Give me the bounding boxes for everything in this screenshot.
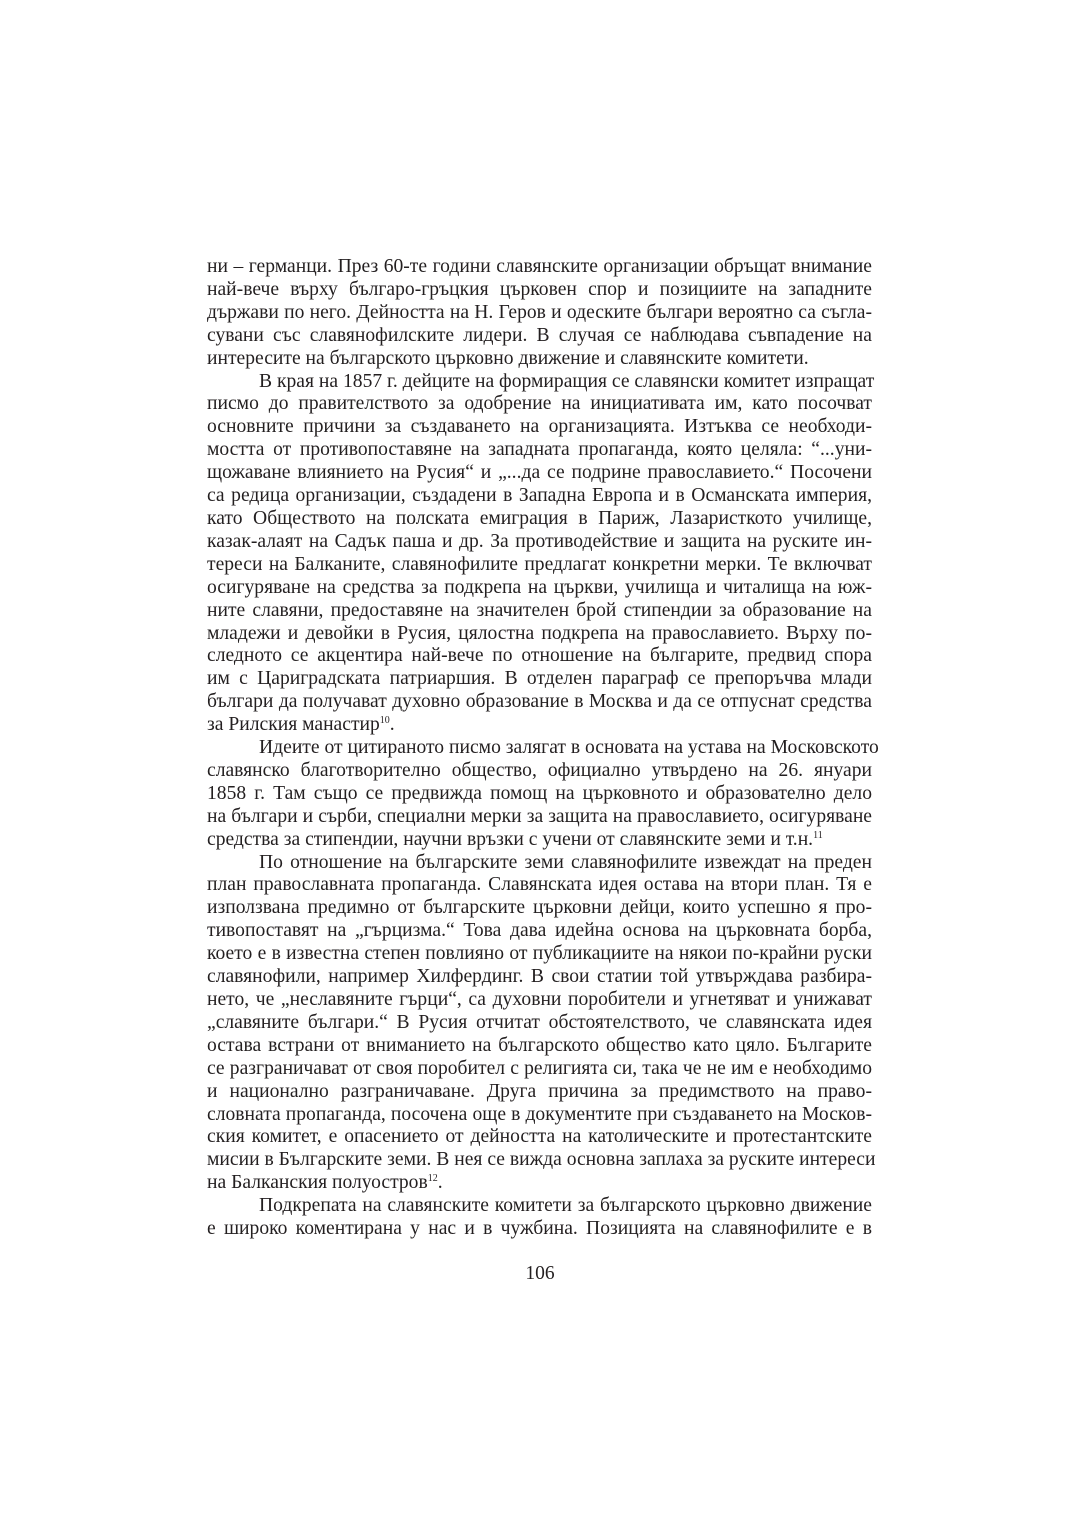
text-line: тивопоставят на „гърцизма.“ Това дава идейна основа на църковната борба,	[207, 920, 872, 942]
text-line: като Обществото на полската емиграция в Париж, Лазаристкото училище,	[207, 507, 872, 529]
text-line: младежи и девойки в Русия, цялостна подкрепа на православието. Върху по-	[207, 622, 872, 644]
text-line: ския комитет, е опасението от дейността на католическите и протестантските	[207, 1126, 872, 1148]
text-line: са редица организации, създадени в Западна Европа и в Османската империя,	[207, 485, 872, 507]
text-line: ните славяни, предоставяне на значителен брой стипендии за образование на	[207, 599, 872, 621]
text-line: словната пропаганда, посочена още в документите при създаването на Москов-	[207, 1103, 872, 1125]
text-line: мисии в Българските земи. В нея се вижда основна заплаха за руските интереси	[207, 1149, 876, 1171]
text-line: остава встрани от вниманието на българското общество като цяло. Българите	[207, 1034, 872, 1056]
page-number: 106	[525, 1263, 555, 1284]
text-line: ни – германци. През 60-те години славянските организации обръщат внимание	[207, 256, 872, 277]
text-line: най-вече върху българо-гръцкия църковен спор и позициите на западните	[207, 278, 872, 300]
text-line: е широко коментирана у нас и в чужбина. Позицията на славянофилите е в	[207, 1218, 872, 1240]
text-line: държави по него. Дейността на Н. Геров и одеските българи вероятно са съгла-	[207, 301, 872, 323]
text-line: им с Цариградската патриаршия. В отделен параграф се препоръчва млади	[207, 668, 872, 690]
text-line: тереси на Балканите, славянофилите предлагат конкретни мерки. Те включват	[207, 553, 872, 575]
footnote-reference[interactable]: 10	[379, 715, 390, 727]
footnote-reference[interactable]: 12	[427, 1173, 438, 1185]
text-line: славянско благотворително общество, официално утвърдено на 26. януари	[207, 759, 872, 781]
text-line: щожаване влиянието на Русия“ и „...да се подрине православието.“ Посочени	[207, 462, 872, 484]
text-line: Идеите от цитираното писмо залягат в основата на устава на Московското	[259, 737, 879, 759]
text-line: средства за стипендии, научни връзки с учени от славянските земи и т.н.$^{11}$	[207, 828, 823, 850]
text-line: интересите на българското църковно движение и славянските комитети.	[207, 347, 809, 369]
text-line: осигуряване на средства за подкрепа на църкви, училища и читалища на юж-	[207, 576, 872, 598]
text-line: сувани със славянофилските лидери. В случая се наблюдава съвпадение на	[207, 324, 872, 346]
text-line: и национално разграничаване. Друга причина за предимството на право-	[207, 1080, 872, 1102]
text-line: нето, че „неславяните гърци“, са духовни поробители и угнетяват и унижават	[207, 989, 872, 1010]
paragraph	[207, 737, 879, 852]
text-line: Подкрепата на славянските комитети за българското църковно движение	[259, 1195, 872, 1217]
text-line: По отношение на българските земи славянофилите извеждат на преден	[259, 851, 872, 873]
text-line: славянофили, например Хилфердинг. В свои статии той утвърждава разбира-	[207, 966, 872, 988]
body-text	[207, 256, 879, 1241]
text-line: писмо до правителството за одобрение на инициативата им, като посочват	[207, 393, 872, 415]
paragraph	[207, 1195, 872, 1241]
text-line: казак-алаят на Садък паша и др. За противодействие и защита на руските ин-	[207, 530, 872, 552]
text-line: на Балканския полуостров$^{12}$.	[207, 1172, 443, 1194]
text-line: се разграничават от своя поробител с религията си, така че не им е необходимо	[207, 1057, 872, 1079]
text-line: основните причини за създаването на организацията. Изтъква се необходи-	[207, 416, 872, 438]
paragraph	[207, 256, 872, 371]
text-line: план православната пропаганда. Славянската идея остава на втори план. Тя е	[207, 874, 872, 896]
text-line: мостта от противопоставяне на западната пропаганда, която целяла: “...уни-	[207, 439, 872, 461]
footnote-reference[interactable]: 11	[813, 829, 823, 841]
text-line: „славяните българи.“ В Русия отчитат обстоятелството, че славянската идея	[207, 1011, 872, 1033]
paragraph	[207, 370, 875, 738]
text-line: на българи и сърби, специални мерки за защита на православието, осигуряване	[207, 805, 872, 827]
text-line: българи да получават духовно образование в Москва и да се отпуснат средства	[207, 691, 872, 713]
text-line: използвана предимно от българските църковни дейци, които успешно я про-	[207, 897, 872, 919]
text-line: 1858 г. Там също се предвижда помощ на църковното и образователно дело	[207, 782, 872, 804]
text-line: следното се акцентира най-вече по отношение на българите, предвид спора	[207, 645, 872, 667]
paragraph	[207, 851, 876, 1196]
text-line: което е в известна степен повлияно от публикациите на някои по-крайни руски	[207, 943, 872, 965]
text-line: за Рилския манастир$^{10}$.	[207, 714, 395, 736]
text-line: В края на 1857 г. дейците на формиращия се славянски комитет изпращат	[259, 370, 875, 392]
